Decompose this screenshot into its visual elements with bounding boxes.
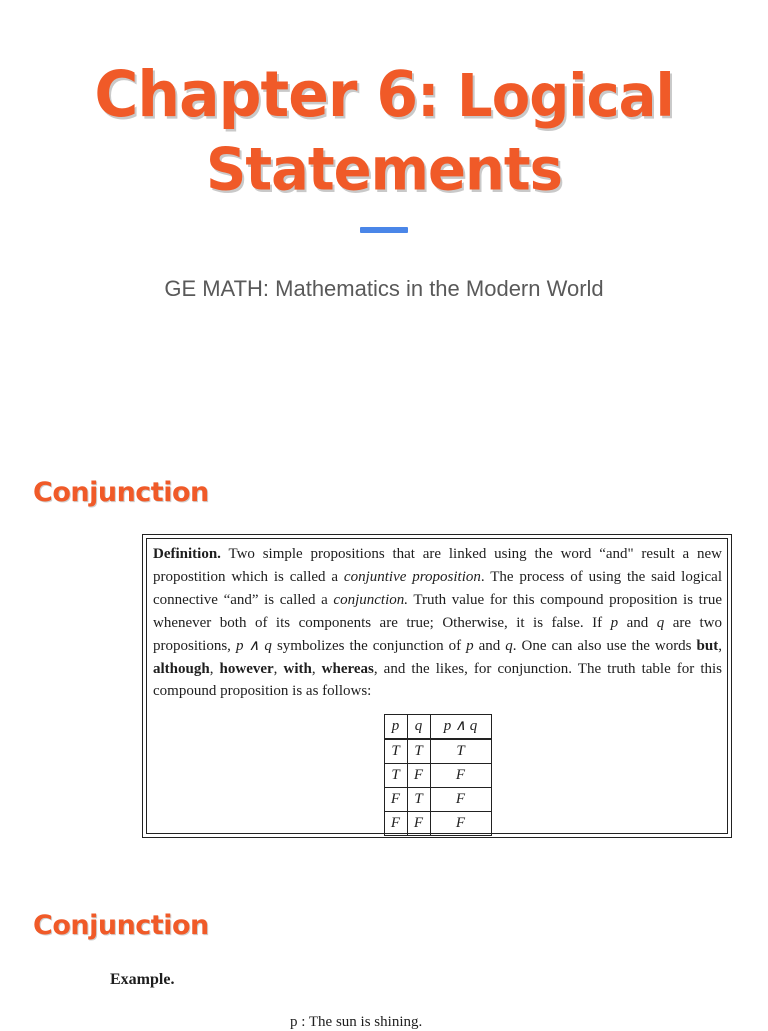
definition-frame	[146, 538, 728, 834]
truth-table-row	[384, 764, 491, 788]
definition-text-part: ,	[311, 660, 322, 677]
definition-text-part: . The process of using the said logical connective “and” is called a	[153, 568, 722, 608]
chapter-number: Chapter 6	[94, 58, 418, 132]
example-label: Example.	[110, 971, 175, 988]
header-p-and-q: p ∧ q	[430, 715, 491, 739]
definition-text-part: Two simple propositions that are linked using the word “and" result a new propostition which is called a	[153, 546, 722, 585]
cell: F	[384, 811, 407, 835]
truth-table-row	[384, 811, 491, 835]
conjunction-definition-slide	[0, 430, 768, 860]
cell: T	[407, 739, 430, 763]
cell: F	[430, 788, 491, 812]
definition-text-part: and	[473, 637, 506, 654]
definition-text-part: Truth value for this compound proposition is true whenever both of its components are true; Otherwise, it is false. If	[153, 591, 722, 631]
keyword-with: with	[283, 660, 312, 677]
truth-table-row	[384, 788, 491, 812]
definition-text-part: . One can also use the words	[512, 637, 697, 654]
header-q: q	[407, 715, 430, 739]
keyword-but: but	[696, 637, 719, 654]
truth-table-header	[384, 715, 491, 739]
cell: F	[407, 811, 430, 835]
example-line: p : The sun is shining.	[290, 1014, 423, 1030]
conjunction-example-slide	[0, 860, 768, 1030]
conjunction-expression: p ∧ q	[235, 637, 272, 654]
term-conjunctive-proposition: conjuntive proposition	[343, 568, 481, 585]
truth-table-row	[384, 739, 491, 763]
definition-text-part: symbolizes the conjunction of	[271, 637, 467, 654]
definition-label: Definition.	[153, 546, 221, 562]
definition-text-part: and	[618, 614, 657, 631]
cell: T	[430, 739, 491, 763]
truth-table	[384, 714, 492, 836]
definition-text-part: , and the likes, for conjunction. The truth table for this compound proposition is as follows:	[153, 660, 722, 700]
cell: T	[384, 739, 407, 763]
cell: T	[407, 788, 430, 812]
keyword-although: although	[153, 660, 210, 677]
course-subtitle: GE MATH: Mathematics in the Modern World	[164, 276, 604, 301]
variable-q: q	[656, 614, 665, 631]
variable-q: q	[505, 637, 513, 654]
header-p: p	[384, 715, 407, 739]
definition-text-part: ,	[209, 660, 220, 677]
cell: T	[384, 764, 407, 788]
definition-text-part: ,	[273, 660, 284, 677]
section-heading: Conjunction	[33, 477, 209, 508]
cell: F	[430, 811, 491, 835]
title-divider	[360, 227, 408, 233]
cell: F	[384, 788, 407, 812]
term-conjunction: conjunction.	[333, 591, 408, 608]
keyword-whereas: whereas	[321, 660, 374, 677]
definition-text-part: ,	[718, 637, 722, 654]
definition-text	[153, 543, 722, 703]
title-slide	[0, 0, 768, 430]
keyword-however: however	[219, 660, 274, 677]
chapter-topic: : Logical Statements	[206, 62, 674, 205]
definition-text-part: are two propositions,	[153, 614, 723, 654]
cell: F	[407, 764, 430, 788]
chapter-title	[40, 58, 728, 207]
variable-p: p	[610, 614, 619, 631]
cell: F	[430, 764, 491, 788]
variable-p: p	[466, 637, 474, 654]
section-heading: Conjunction	[33, 910, 209, 941]
definition-box	[142, 534, 732, 838]
